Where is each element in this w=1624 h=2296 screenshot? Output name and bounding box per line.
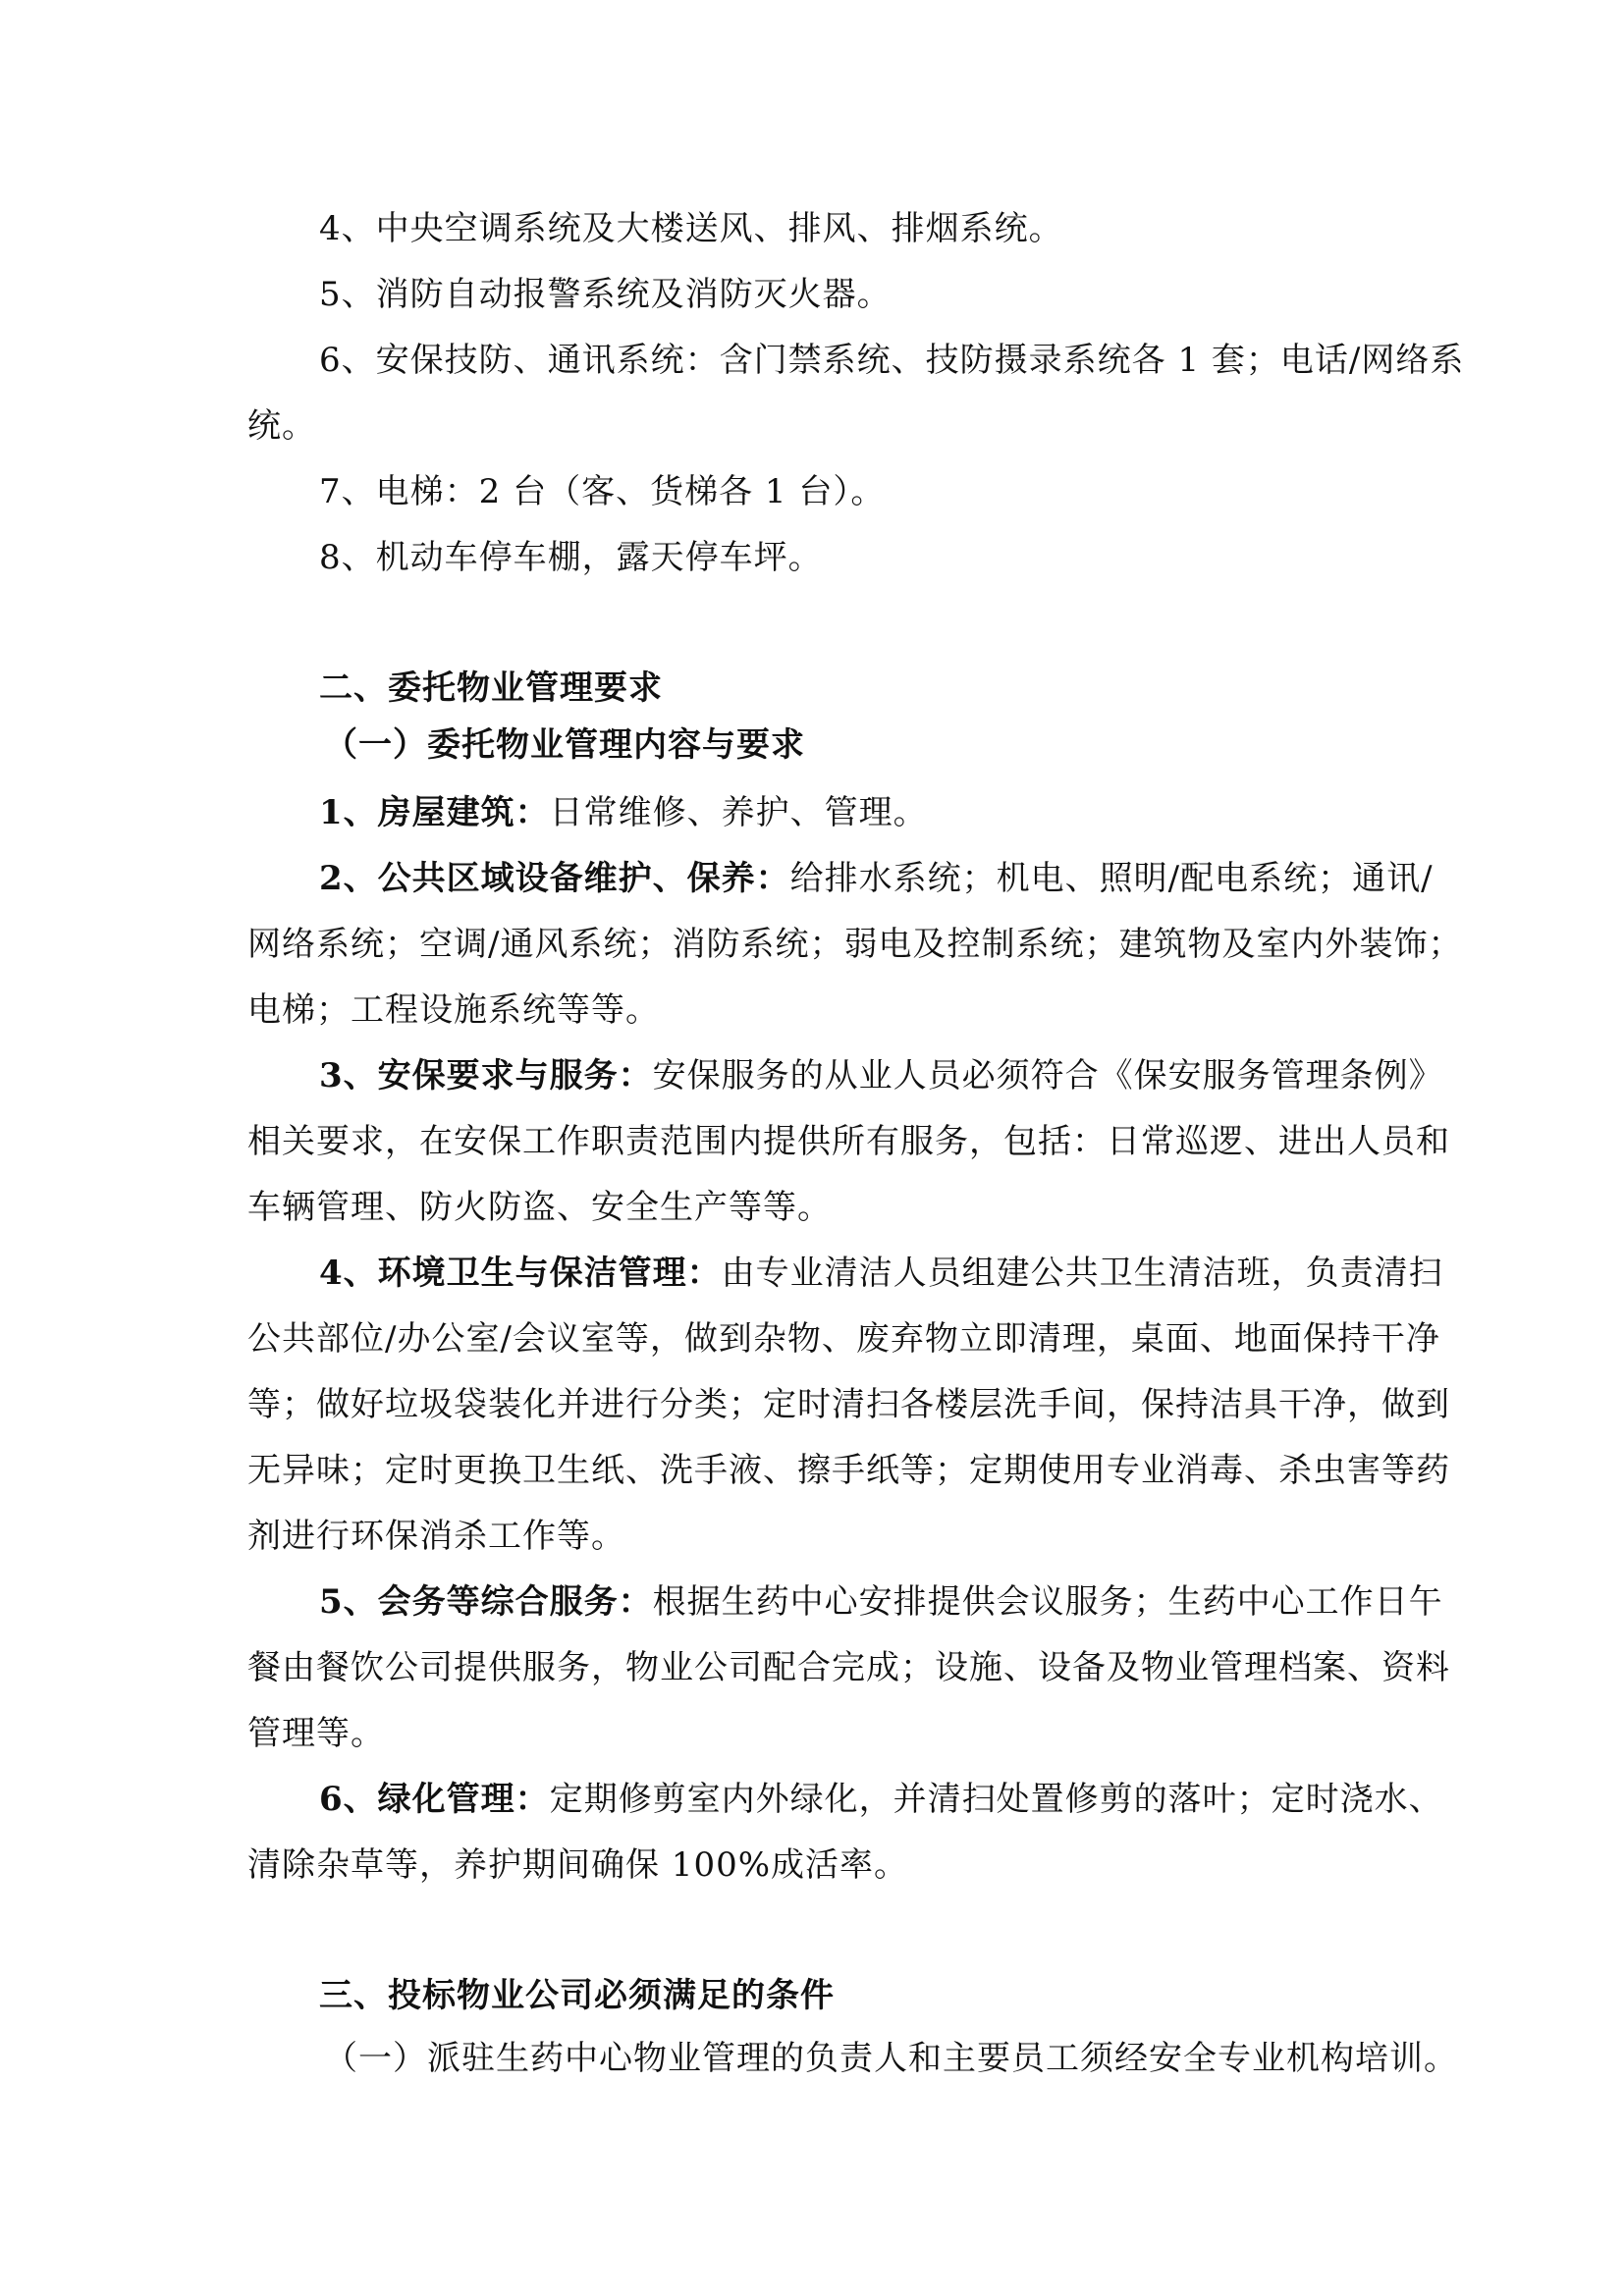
item-3-line-1 [319, 1054, 1443, 1097]
list-item-4: 4、中央空调系统及大楼送风、排风、排烟系统。 [319, 209, 1063, 248]
item-4-line-2: 公共部位/办公室/会议室等，做到杂物、废弃物立即清理，桌面、地面保持干净 [247, 1319, 1440, 1359]
item-4-label: 4、环境卫生与保洁管理： [319, 1254, 722, 1293]
item-6-line-1 [319, 1778, 1443, 1821]
item-2-text: 给排水系统；机电、照明/配电系统；通讯/ [789, 859, 1434, 898]
item-2-line-3: 电梯；工程设施系统等等。 [247, 990, 660, 1030]
item-2-label: 2、公共区域设备维护、保养： [319, 859, 790, 898]
item-1-label: 1、房屋建筑： [319, 793, 550, 832]
item-5-text: 根据生药中心安排提供会议服务；生药中心工作日午 [652, 1582, 1443, 1622]
item-3-text: 安保服务的从业人员必须符合《保安服务管理条例》 [652, 1056, 1443, 1095]
section-2-heading: 二、委托物业管理要求 [319, 668, 663, 708]
list-item-6-cont: 统。 [247, 406, 316, 446]
item-4-line-5: 剂进行环保消杀工作等。 [247, 1517, 625, 1556]
item-5-line-1 [319, 1580, 1443, 1624]
item-1-line-1 [319, 791, 928, 834]
item-4-text: 由专业清洁人员组建公共卫生清洁班，负责清扫 [721, 1254, 1443, 1293]
item-5-line-2: 餐由餐饮公司提供服务，物业公司配合完成；设施、设备及物业管理档案、资料 [247, 1648, 1450, 1687]
item-5-line-3: 管理等。 [247, 1714, 385, 1753]
list-item-8: 8、机动车停车棚，露天停车坪。 [319, 538, 823, 577]
section-3-paragraph-1: （一）派驻生药中心物业管理的负责人和主要员工须经安全专业机构培训。 [324, 2039, 1458, 2078]
item-4-line-1 [319, 1252, 1443, 1295]
item-2-line-1 [319, 857, 1434, 900]
item-1-text: 日常维修、养护、管理。 [549, 793, 928, 832]
list-item-5: 5、消防自动报警系统及消防灭火器。 [319, 275, 892, 314]
section-2-subheading: （一）委托物业管理内容与要求 [324, 725, 805, 765]
section-3-heading: 三、投标物业公司必须满足的条件 [319, 1976, 835, 2015]
list-item-6: 6、安保技防、通讯系统：含门禁系统、技防摄录系统各 1 套；电话/网络系 [319, 341, 1465, 380]
list-item-7: 7、电梯：2 台（客、货梯各 1 台）。 [319, 472, 886, 511]
item-4-line-4: 无异味；定时更换卫生纸、洗手液、擦手纸等；定期使用专业消毒、杀虫害等药 [247, 1451, 1450, 1490]
item-6-text: 定期修剪室内外绿化，并清扫处置修剪的落叶；定时浇水、 [549, 1780, 1443, 1819]
item-4-line-3: 等；做好垃圾袋装化并进行分类；定时清扫各楼层洗手间，保持洁具干净，做到 [247, 1385, 1450, 1424]
item-3-line-2: 相关要求，在安保工作职责范围内提供所有服务，包括：日常巡逻、进出人员和 [247, 1122, 1450, 1161]
item-5-label: 5、会务等综合服务： [319, 1582, 653, 1622]
item-3-label: 3、安保要求与服务： [319, 1056, 653, 1095]
item-6-label: 6、绿化管理： [319, 1780, 550, 1819]
item-3-line-3: 车辆管理、防火防盗、安全生产等等。 [247, 1188, 832, 1227]
item-2-line-2: 网络系统；空调/通风系统；消防系统；弱电及控制系统；建筑物及室内外装饰； [247, 925, 1463, 964]
item-6-line-2: 清除杂草等，养护期间确保 100%成活率。 [247, 1845, 909, 1885]
